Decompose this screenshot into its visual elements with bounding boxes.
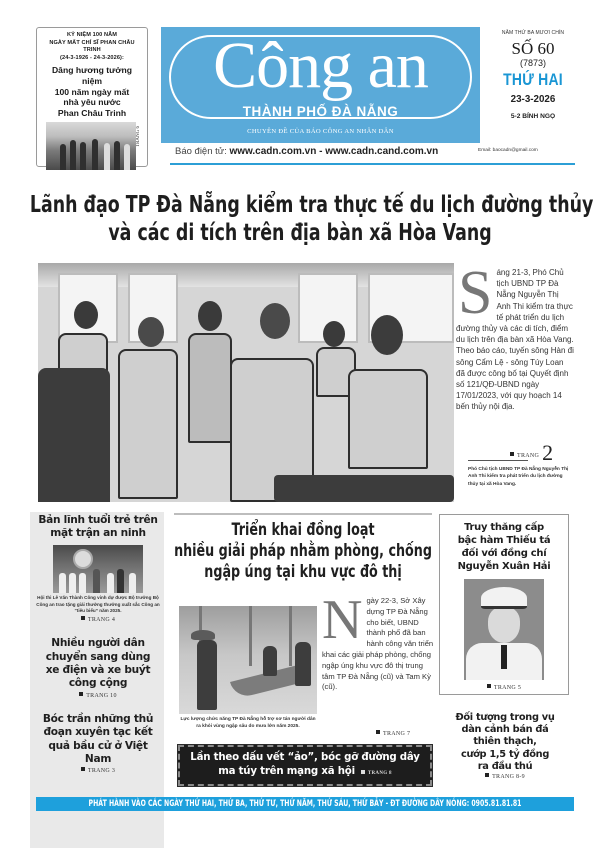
footer-text: PHÁT HÀNH VÀO CÁC NGÀY THỨ HAI, THỨ BA, THỨ TƯ, THỨ NĂM, THỨ SÁU, THỨ BẢY - ĐT ĐƯỜNG DÂY NÓNG: 0905.81.81.81	[88, 799, 522, 809]
obituary-headline	[440, 521, 568, 573]
lead-text: áng 21-3, Phó Chủ tịch UBND TP Đà Nẵng Nguyễn Thị Anh Thi kiểm tra thực tế phát triển du lịch đường thủy và các di tích, điểm du lịch trên địa bàn xã Hòa Vang. Theo báo cáo, tuyến sông Hàn đi sông Cẩm Lệ - sông Túy Loan đã được công bố tại Quyết định số 121/QĐ-UBND ngày 17/01/2023, với quy hoạch 14 bến thủy nội địa.	[456, 268, 574, 412]
left-teaser-page-ref	[36, 616, 160, 623]
page-ref-text: TRANG 7	[383, 731, 411, 737]
square-bullet-icon	[510, 452, 514, 456]
page-ref-text: TRANG 10	[86, 692, 117, 699]
issue-number: SỐ 60	[511, 39, 555, 58]
square-bullet-icon	[361, 770, 365, 774]
left-teaser[interactable]	[36, 713, 160, 775]
drop-cap: S	[458, 259, 493, 327]
main-photo-caption: Phó Chủ tịch UBND TP Đà Nẵng Nguyễn Thị Anh Thi kiểm tra phát triển du lịch đường thủy tại xã Hòa Vang.	[468, 467, 569, 487]
square-bullet-icon	[487, 684, 491, 688]
footer-bar	[36, 797, 574, 811]
page-ref-number: 2	[542, 440, 554, 465]
right-teaser-headline	[440, 712, 570, 773]
headline-line: Đối tượng trong vụ	[455, 712, 555, 723]
left-teaser-headline: Nhiều người dân chuyển sang dùng xe điện và xe buýt công cộng	[45, 637, 151, 690]
teaser-page-ref: TRANG 6	[136, 126, 141, 147]
obituary-box[interactable]	[439, 514, 569, 695]
banner-headline-text: ma túy trên mạng xã hội	[218, 766, 355, 777]
main-page-ref[interactable]	[510, 440, 553, 466]
main-headline[interactable]	[29, 190, 594, 246]
logo-city: THÀNH PHỐ ĐÀ NẴNG	[242, 104, 399, 119]
kicker-line: NGÀY MẤT CHÍ SĨ PHAN CHÂU TRINH	[49, 39, 135, 54]
headline-line: bậc hàm Thiếu tá	[457, 535, 551, 546]
banner-headline-line-2	[180, 765, 430, 781]
headline-line: Lãnh đạo TP Đà Nẵng kiểm tra thực tế du lịch đường thủy	[29, 190, 594, 218]
headline-line: Phan Châu Trinh	[57, 107, 127, 118]
left-teaser-photo	[53, 545, 143, 593]
left-teaser-headline: Bóc trần những thủ đoạn xuyên tạc kết quả bầu cử ở Việt Nam	[42, 712, 154, 766]
right-teaser[interactable]	[440, 712, 570, 780]
banner-headline-line: Lần theo dấu vết “ảo”, bóc gỡ đường dây	[190, 752, 420, 763]
page-ref-text: TRANG 5	[493, 685, 522, 691]
headline-line: cướp 1,5 tỷ đồng	[460, 748, 550, 760]
lead-text: gày 22-3, Sở Xây dựng TP Đà Nẵng cho biết, UBND thành phố đã ban hành công văn triển khai các giải pháp phòng, chống ngập úng khu vực đô thị trung tâm TP Đà Nẵng (cũ) và Tam Kỳ (cũ).	[322, 596, 434, 692]
website-line	[175, 146, 438, 157]
middle-page-ref[interactable]	[376, 730, 410, 737]
teaser-phan-chau-trinh[interactable]	[36, 27, 148, 167]
middle-article-lead[interactable]	[322, 589, 434, 693]
page-ref-text: TRANG 8-9	[492, 774, 525, 781]
drug-story-banner[interactable]	[178, 745, 432, 786]
logo-subtitle: CHUYÊN ĐỀ CỦA BÁO CÔNG AN NHÂN DÂN	[247, 128, 394, 135]
left-teaser[interactable]	[36, 637, 160, 699]
left-teaser[interactable]	[36, 514, 160, 623]
obituary-page-ref	[440, 684, 568, 691]
teaser-photo	[46, 122, 136, 170]
headline-line: ra đầu thú	[477, 760, 533, 772]
headline-line: Dâng hương tưởng niệm	[51, 65, 133, 86]
headline-line: nhiều giải pháp nhằm phòng, chống	[174, 541, 432, 561]
headline-line: và các di tích trên địa bàn xã Hòa Vang	[108, 218, 492, 246]
square-bullet-icon	[79, 692, 83, 696]
website-urls[interactable]: www.cadn.com.vn - www.cadn.cand.com.vn	[229, 146, 439, 157]
email-address[interactable]: Email: baocadn@gmail.com	[478, 148, 538, 153]
teaser-headline	[42, 65, 142, 118]
headline-line: Truy thăng cấp	[464, 522, 544, 533]
caption-divider	[468, 460, 528, 461]
issue-code: (7873)	[519, 58, 546, 68]
drop-cap: N	[322, 589, 363, 651]
banner-page-ref	[361, 771, 392, 776]
square-bullet-icon	[376, 730, 380, 734]
page-ref-text: TRANG 3	[87, 768, 116, 775]
issue-year: NĂM THỨ BA MƯƠI CHÍN	[501, 30, 565, 36]
website-label: Báo điện tử:	[175, 146, 227, 157]
right-teaser-page-ref	[440, 773, 570, 780]
flood-photo	[179, 606, 317, 714]
page-ref-text: TRANG 4	[87, 617, 116, 624]
left-teaser-headline: Bản lĩnh tuổi trẻ trên mặt trận an ninh	[38, 514, 158, 540]
headline-line: Triển khai đồng loạt	[231, 520, 375, 540]
square-bullet-icon	[485, 773, 489, 777]
issue-weekday: THỨ HAI	[503, 70, 563, 89]
issue-lunar-date: 5-2 BÍNH NGỌ	[510, 113, 556, 120]
officer-portrait	[464, 579, 544, 680]
teaser-kicker	[42, 32, 142, 62]
logo-title: Công an	[213, 29, 428, 102]
masthead-logo[interactable]	[161, 27, 480, 143]
headline-line: ngập úng tại khu vực đô thị	[204, 562, 402, 582]
issue-info	[484, 30, 582, 120]
kicker-line: (24-3-1926 - 24-3-2026):	[60, 54, 124, 61]
headline-line: Nguyễn Xuân Hải	[457, 561, 551, 572]
square-bullet-icon	[81, 616, 85, 620]
kicker-line: KỶ NIỆM 100 NĂM	[67, 32, 117, 38]
headline-line: nhà yêu nước	[63, 97, 121, 108]
page-ref-label: TRANG	[517, 453, 540, 459]
flood-photo-caption: Lực lượng chức năng TP Đà Nẵng hỗ trợ sơ tán người dân ra khỏi vùng ngập sâu do mưa lớn năm 2025.	[180, 717, 316, 730]
headline-line: đối với đồng chí	[461, 548, 547, 559]
left-teaser-page-ref	[36, 767, 160, 774]
headline-line: 100 năm ngày mất	[54, 86, 130, 97]
square-bullet-icon	[81, 767, 85, 771]
left-teaser-caption: Hội thi Lê Văn Thành Công vinh dự được Bộ trưởng Bộ Công an trao tặng giải thưởng thưởng xuất sắc Công an “tiêu biểu” năm 2025.	[36, 594, 160, 614]
issue-date: 23-3-2026	[510, 94, 556, 105]
main-article-lead[interactable]	[456, 259, 574, 413]
headline-line: thiên thạch,	[473, 736, 537, 748]
page-ref-text: TRANG 8	[367, 771, 392, 776]
left-teaser-page-ref	[36, 692, 160, 699]
middle-headline[interactable]	[174, 520, 432, 583]
left-column	[36, 514, 160, 774]
masthead-divider	[170, 163, 575, 165]
main-photo	[38, 263, 454, 502]
headline-line: dàn cảnh bán đá	[461, 724, 549, 736]
